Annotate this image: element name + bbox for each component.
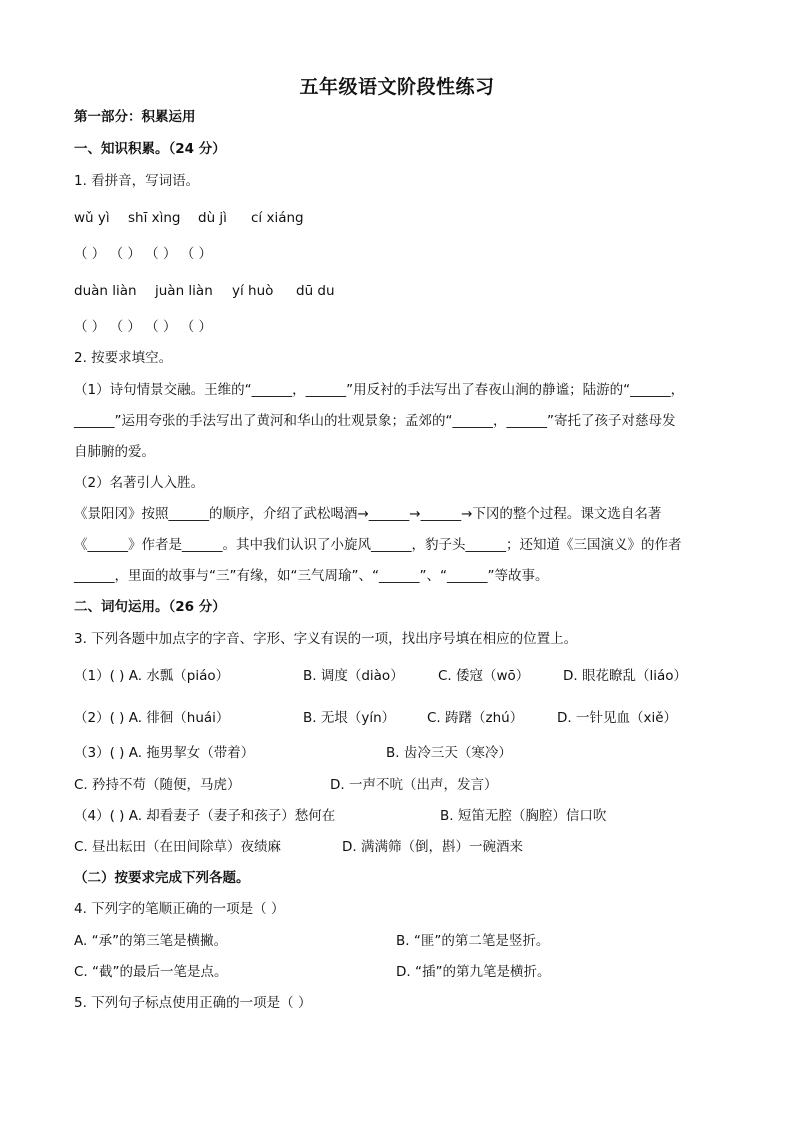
q3-item4-b: B. 短笛无腔（胸腔）信口吹 <box>440 808 607 824</box>
q3-item2-a: （2）( ) A. 徘徊（huái） <box>74 710 230 726</box>
q4-option-b: B. “匪”的第二笔是竖折。 <box>396 933 550 949</box>
q4-option-a: A. “承”的第三笔是横撇。 <box>74 933 228 949</box>
question-4-stem: 4. 下列字的笔顺正确的一项是（ ） <box>74 901 285 917</box>
q3-item1-d: D. 眼花瞭乱（liáo） <box>563 668 688 684</box>
q2-part1-line2: ______”运用夸张的手法写出了黄河和华山的壮观景象；孟郊的“______，______”寄托了孩子对慈母发 <box>74 413 676 429</box>
pinyin-1: wǔ yì <box>74 210 110 226</box>
section-heading-1: 一、知识积累。（24 分） <box>74 141 226 157</box>
q3-item2-c: C. 踌躇（zhú） <box>427 710 524 726</box>
q3-item3-b: B. 齿冷三天（寒冷） <box>386 745 512 761</box>
q3-item4-a: （4）( ) A. 却看妻子（妻子和孩子）愁何在 <box>74 808 336 824</box>
pinyin-3: dù jì <box>198 210 227 226</box>
q4-option-c: C. “截”的最后一笔是点。 <box>74 964 228 980</box>
q3-item4-c: C. 昼出耘田（在田间除草）夜绩麻 <box>74 839 282 855</box>
q3-item2-d: D. 一针见血（xiě） <box>557 710 678 726</box>
pinyin-2: shī xìng <box>128 210 181 226</box>
pinyin-7: yí huò <box>232 283 274 299</box>
q2-part2-line2: 《______》作者是______。其中我们认识了小旋风______，豹子头______；还知道《三国演义》的作者 <box>74 537 682 553</box>
q3-item2-b: B. 无垠（yín） <box>303 710 396 726</box>
q2-part1-line1: （1）诗句情景交融。王维的“______，______”用反衬的手法写出了春夜山涧的静谧；陆游的“______， <box>74 382 685 398</box>
question-5-stem: 5. 下列句子标点使用正确的一项是（ ） <box>74 995 312 1011</box>
q3-item1-c: C. 倭寇（wō） <box>438 668 530 684</box>
question-3-stem: 3. 下列各题中加点字的字音、字形、字义有误的一项，找出序号填在相应的位置上。 <box>74 631 578 647</box>
q3-item1-b: B. 调度（diào） <box>303 668 404 684</box>
part-heading: 第一部分：积累运用 <box>74 109 196 125</box>
q2-part2-label: （2）名著引人入胜。 <box>74 475 205 491</box>
q3-item1-a: （1）( ) A. 水瓢（piáo） <box>74 668 230 684</box>
q3-item3-d: D. 一声不吭（出声，发言） <box>330 777 498 793</box>
q3-item4-d: D. 满满筛（倒，斟）一碗酒来 <box>342 839 523 855</box>
answer-brackets-row-2: （ ） （ ） （ ） （ ） <box>74 319 213 335</box>
q2-part2-line3: ______，里面的故事与“三”有缘，如“三气周瑜”、“______”、“______”等故事。 <box>74 568 549 584</box>
pinyin-4: cí xiáng <box>251 210 304 226</box>
q3-item3-c: C. 矜持不苟（随便，马虎） <box>74 777 241 793</box>
subsection-heading: （二）按要求完成下列各题。 <box>74 870 250 886</box>
question-2-stem: 2. 按要求填空。 <box>74 350 173 366</box>
answer-brackets-row-1: （ ） （ ） （ ） （ ） <box>74 246 213 262</box>
page-title: 五年级语文阶段性练习 <box>299 76 495 98</box>
q2-part1-line3: 自肺腑的爱。 <box>74 444 155 460</box>
section-heading-2: 二、词句运用。（26 分） <box>74 599 226 615</box>
pinyin-5: duàn liàn <box>74 283 137 299</box>
q4-option-d: D. “插”的第九笔是横折。 <box>396 964 551 980</box>
pinyin-6: juàn liàn <box>155 283 213 299</box>
q2-part2-line1: 《景阳冈》按照______的顺序，介绍了武松喝酒→______→______→下冈的整个过程。课文选自名著 <box>74 506 662 522</box>
question-1-stem: 1. 看拼音，写词语。 <box>74 173 200 189</box>
q3-item3-a: （3）( ) A. 拖男挈女（带着） <box>74 745 255 761</box>
pinyin-8: dū du <box>296 283 335 299</box>
